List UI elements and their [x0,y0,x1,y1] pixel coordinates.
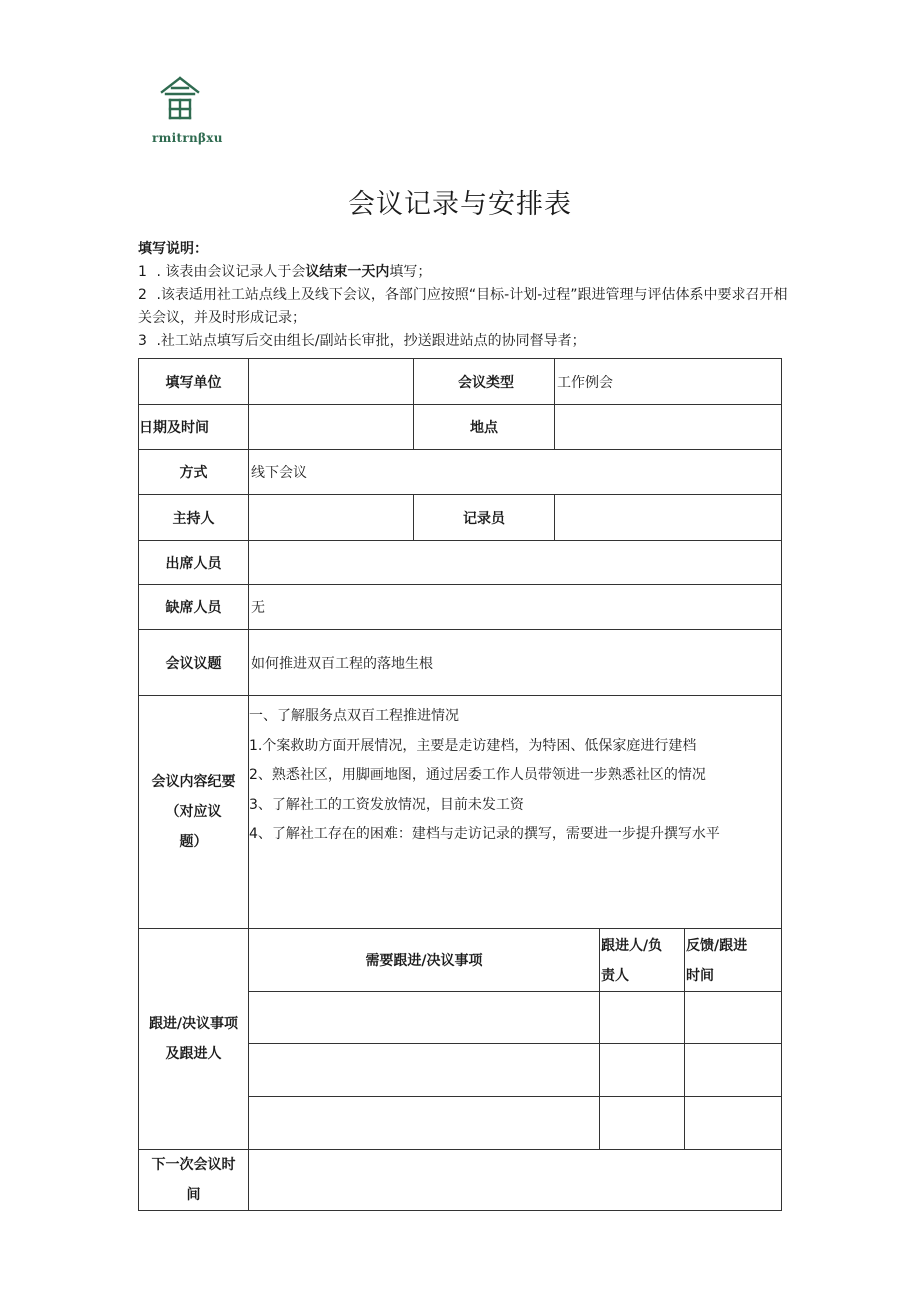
next-meeting-label-line: 间 [186,1187,201,1203]
instructions-heading: 填写说明： [138,241,208,257]
form-row-unit [139,359,782,405]
followup-feedback-field[interactable] [685,992,782,1044]
mode-field[interactable]: 线下会议 [249,450,782,495]
instruction-item-1 [138,261,788,284]
followup-label-line: 及跟进人 [165,1046,222,1062]
content-label [139,696,249,929]
followup-label [139,929,249,1150]
content-line: 4、了解社工存在的困难：建档与走访记录的撰写，需要进一步提升撰写水平 [249,826,720,842]
followup-feedback-field[interactable] [685,1097,782,1150]
next-meeting-field[interactable] [249,1150,782,1211]
content-line: 一、了解服务点双百工程推进情况 [249,708,459,724]
content-label-line: （对应议 [165,804,222,820]
followup-item-header: 需要跟进/决议事项 [249,929,600,992]
followup-feedback-field[interactable] [685,1044,782,1097]
attendees-label: 出席人员 [139,541,249,585]
header-line: 责人 [601,968,629,984]
content-field[interactable] [249,696,782,929]
form-row-content [139,696,782,929]
followup-item-field[interactable] [249,1044,600,1097]
content-line: 2、熟悉社区，用脚画地图，通过居委工作人员带领进一步熟悉社区的情况 [249,767,706,783]
header-line: 跟进人/负 [601,938,663,954]
followup-label-line: 跟进/决议事项 [148,1016,239,1032]
next-meeting-label [139,1150,249,1211]
instruction-text: 填写； [389,264,432,280]
unit-field[interactable] [249,359,414,405]
form-row-next-meeting [139,1150,782,1211]
meeting-form-table [138,358,782,1211]
form-row-absent [139,585,782,630]
place-label: 地点 [414,405,555,450]
followup-owner-field[interactable] [600,1044,685,1097]
host-field[interactable] [249,495,414,541]
followup-item-field[interactable] [249,1097,600,1150]
instruction-emphasis: 议结束一天内 [305,264,390,280]
instruction-number: 3 [138,333,147,349]
followup-owner-field[interactable] [600,1097,685,1150]
host-label: 主持人 [139,495,249,541]
topic-field[interactable]: 如何推进双百工程的落地生根 [249,630,782,696]
content-line: 1.个案救助方面开展情况，主要是走访建档，为特困、低保家庭进行建档 [249,737,697,754]
mode-label: 方式 [139,450,249,495]
recorder-label: 记录员 [414,495,555,541]
header-line: 反馈/跟进 [686,938,748,954]
place-field[interactable] [555,405,782,450]
next-meeting-label-line: 下一次会议时 [151,1157,236,1173]
date-label: 日期及时间 [139,405,249,450]
content-label-line: 题） [179,834,208,850]
followup-owner-field[interactable] [600,992,685,1044]
date-field[interactable] [249,405,414,450]
instruction-item-2 [138,284,788,330]
tower-logo-icon [156,74,204,122]
absentees-field[interactable]: 无 [249,585,782,630]
instruction-item-3 [138,330,788,353]
logo-text: rmitrnβxu [152,131,223,145]
meeting-type-label: 会议类型 [414,359,555,405]
recorder-field[interactable] [555,495,782,541]
logo [152,74,232,145]
instruction-number: 2 [138,287,147,303]
followup-item-field[interactable] [249,992,600,1044]
form-row-date [139,405,782,450]
meeting-type-field[interactable]: 工作例会 [555,359,782,405]
attendees-field[interactable] [249,541,782,585]
instruction-number: 1 [138,264,147,280]
followup-feedback-header [685,929,782,992]
absentees-label: 缺席人员 [139,585,249,630]
topic-label: 会议议题 [139,630,249,696]
form-row-mode [139,450,782,495]
instruction-text: . 该表由会议记录人于会 [152,264,306,280]
page-title: 会议记录与安排表 [348,189,572,220]
instructions [138,238,788,353]
followup-header-row [139,929,782,992]
instruction-text: .社工站点填写后交由组长/副站长审批，抄送跟进站点的协同督导者； [152,333,586,349]
unit-label: 填写单位 [139,359,249,405]
header-line: 时间 [686,968,714,984]
form-row-host [139,495,782,541]
content-line: 3、了解社工的工资发放情况，目前未发工资 [249,796,524,813]
form-row-attend [139,541,782,585]
content-label-line: 会议内容纪要 [151,774,236,790]
form-row-topic [139,630,782,696]
followup-owner-header [600,929,685,992]
instruction-text: .该表适用社工站点线上及线下会议，各部门应按照“目标-计划-过程”跟进管理与评估体系中要求召开相关会议，并及时形成记录； [138,287,788,326]
